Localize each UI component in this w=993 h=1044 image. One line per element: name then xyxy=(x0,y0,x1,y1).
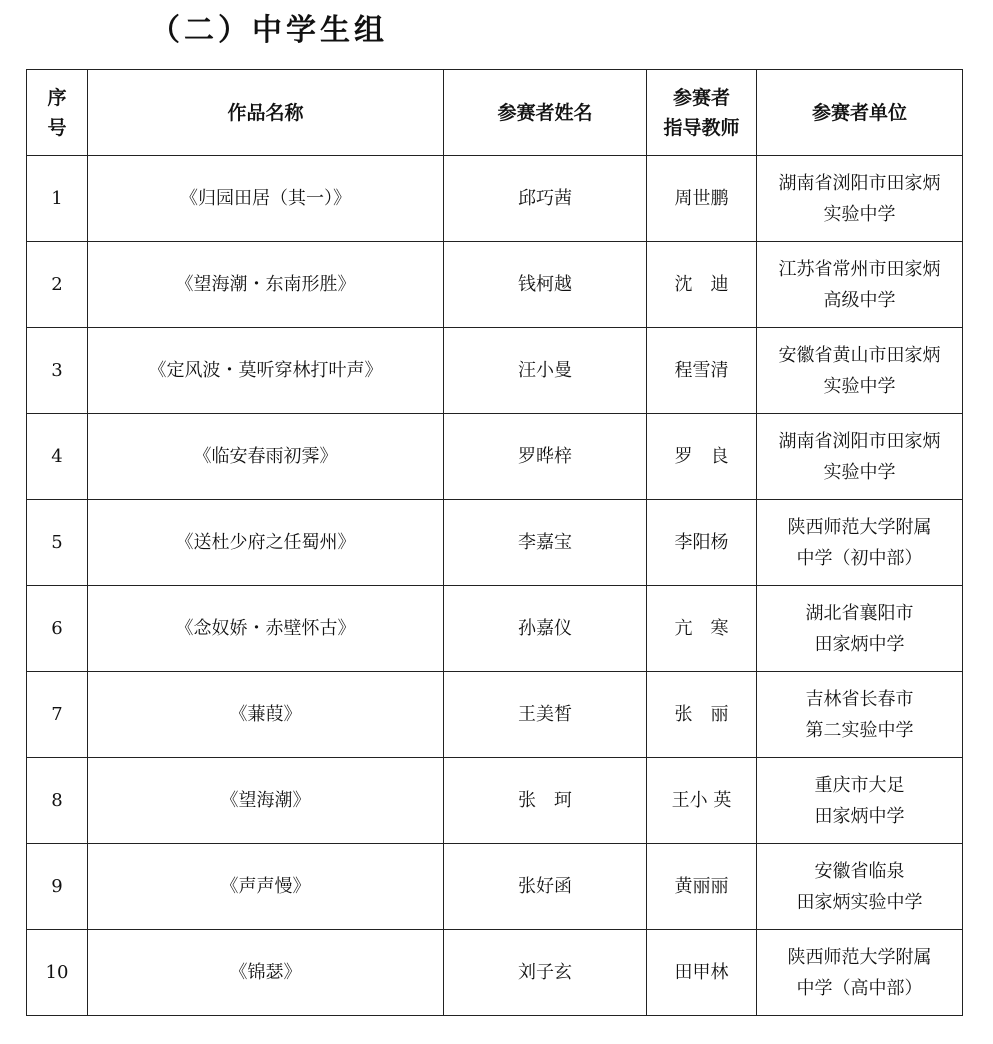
row-school: 江苏省常州市田家炳 高级中学 xyxy=(757,242,963,328)
row-participant: 张 珂 xyxy=(444,758,647,844)
row-work-title: 《声声慢》 xyxy=(88,844,444,930)
row-index: 6 xyxy=(27,586,88,672)
row-school: 吉林省长春市 第二实验中学 xyxy=(757,672,963,758)
row-index: 4 xyxy=(27,414,88,500)
row-school: 陕西师范大学附属 中学（高中部） xyxy=(757,930,963,1016)
row-participant: 孙嘉仪 xyxy=(444,586,647,672)
row-work-title: 《蒹葭》 xyxy=(88,672,444,758)
row-participant: 王美皙 xyxy=(444,672,647,758)
row-index: 5 xyxy=(27,500,88,586)
row-work-title: 《送杜少府之任蜀州》 xyxy=(88,500,444,586)
table-row xyxy=(27,156,963,242)
row-participant: 张好函 xyxy=(444,844,647,930)
row-work-title: 《望海潮・东南形胜》 xyxy=(88,242,444,328)
row-participant: 汪小曼 xyxy=(444,328,647,414)
row-instructor: 李阳杨 xyxy=(647,500,757,586)
row-participant: 钱柯越 xyxy=(444,242,647,328)
row-school: 湖南省浏阳市田家炳 实验中学 xyxy=(757,414,963,500)
table-row xyxy=(27,844,963,930)
header-index: 序 号 xyxy=(27,70,88,156)
table-row xyxy=(27,672,963,758)
row-instructor: 沈 迪 xyxy=(647,242,757,328)
row-work-title: 《定风波・莫听穿林打叶声》 xyxy=(88,328,444,414)
table-row xyxy=(27,758,963,844)
section-title: （二）中学生组 xyxy=(150,13,388,48)
award-table xyxy=(26,69,963,1016)
row-index: 10 xyxy=(27,930,88,1016)
row-instructor: 罗 良 xyxy=(647,414,757,500)
row-instructor: 黄丽丽 xyxy=(647,844,757,930)
row-work-title: 《临安春雨初霁》 xyxy=(88,414,444,500)
table-row xyxy=(27,414,963,500)
table-header-row xyxy=(27,70,963,156)
header-school: 参赛者单位 xyxy=(757,70,963,156)
row-instructor: 王小 英 xyxy=(647,758,757,844)
row-index: 2 xyxy=(27,242,88,328)
header-work-title: 作品名称 xyxy=(88,70,444,156)
row-school: 安徽省临泉 田家炳实验中学 xyxy=(757,844,963,930)
row-instructor: 田甲林 xyxy=(647,930,757,1016)
header-participant: 参赛者姓名 xyxy=(444,70,647,156)
row-instructor: 程雪清 xyxy=(647,328,757,414)
row-instructor: 张 丽 xyxy=(647,672,757,758)
header-instructor: 参赛者 指导教师 xyxy=(647,70,757,156)
row-school: 安徽省黄山市田家炳 实验中学 xyxy=(757,328,963,414)
row-instructor: 亢 寒 xyxy=(647,586,757,672)
row-school: 湖南省浏阳市田家炳 实验中学 xyxy=(757,156,963,242)
row-school: 湖北省襄阳市 田家炳中学 xyxy=(757,586,963,672)
table-row xyxy=(27,500,963,586)
row-work-title: 《归园田居（其一）》 xyxy=(88,156,444,242)
row-index: 1 xyxy=(27,156,88,242)
row-work-title: 《望海潮》 xyxy=(88,758,444,844)
row-participant: 李嘉宝 xyxy=(444,500,647,586)
row-index: 3 xyxy=(27,328,88,414)
row-participant: 刘子玄 xyxy=(444,930,647,1016)
row-participant: 邱巧茜 xyxy=(444,156,647,242)
row-school: 重庆市大足 田家炳中学 xyxy=(757,758,963,844)
row-index: 9 xyxy=(27,844,88,930)
row-participant: 罗晔梓 xyxy=(444,414,647,500)
row-index: 7 xyxy=(27,672,88,758)
table-row xyxy=(27,242,963,328)
row-school: 陕西师范大学附属 中学（初中部） xyxy=(757,500,963,586)
table-row xyxy=(27,586,963,672)
row-work-title: 《念奴娇・赤壁怀古》 xyxy=(88,586,444,672)
row-index: 8 xyxy=(27,758,88,844)
row-work-title: 《锦瑟》 xyxy=(88,930,444,1016)
row-instructor: 周世鹏 xyxy=(647,156,757,242)
table-row xyxy=(27,328,963,414)
table-row xyxy=(27,930,963,1016)
